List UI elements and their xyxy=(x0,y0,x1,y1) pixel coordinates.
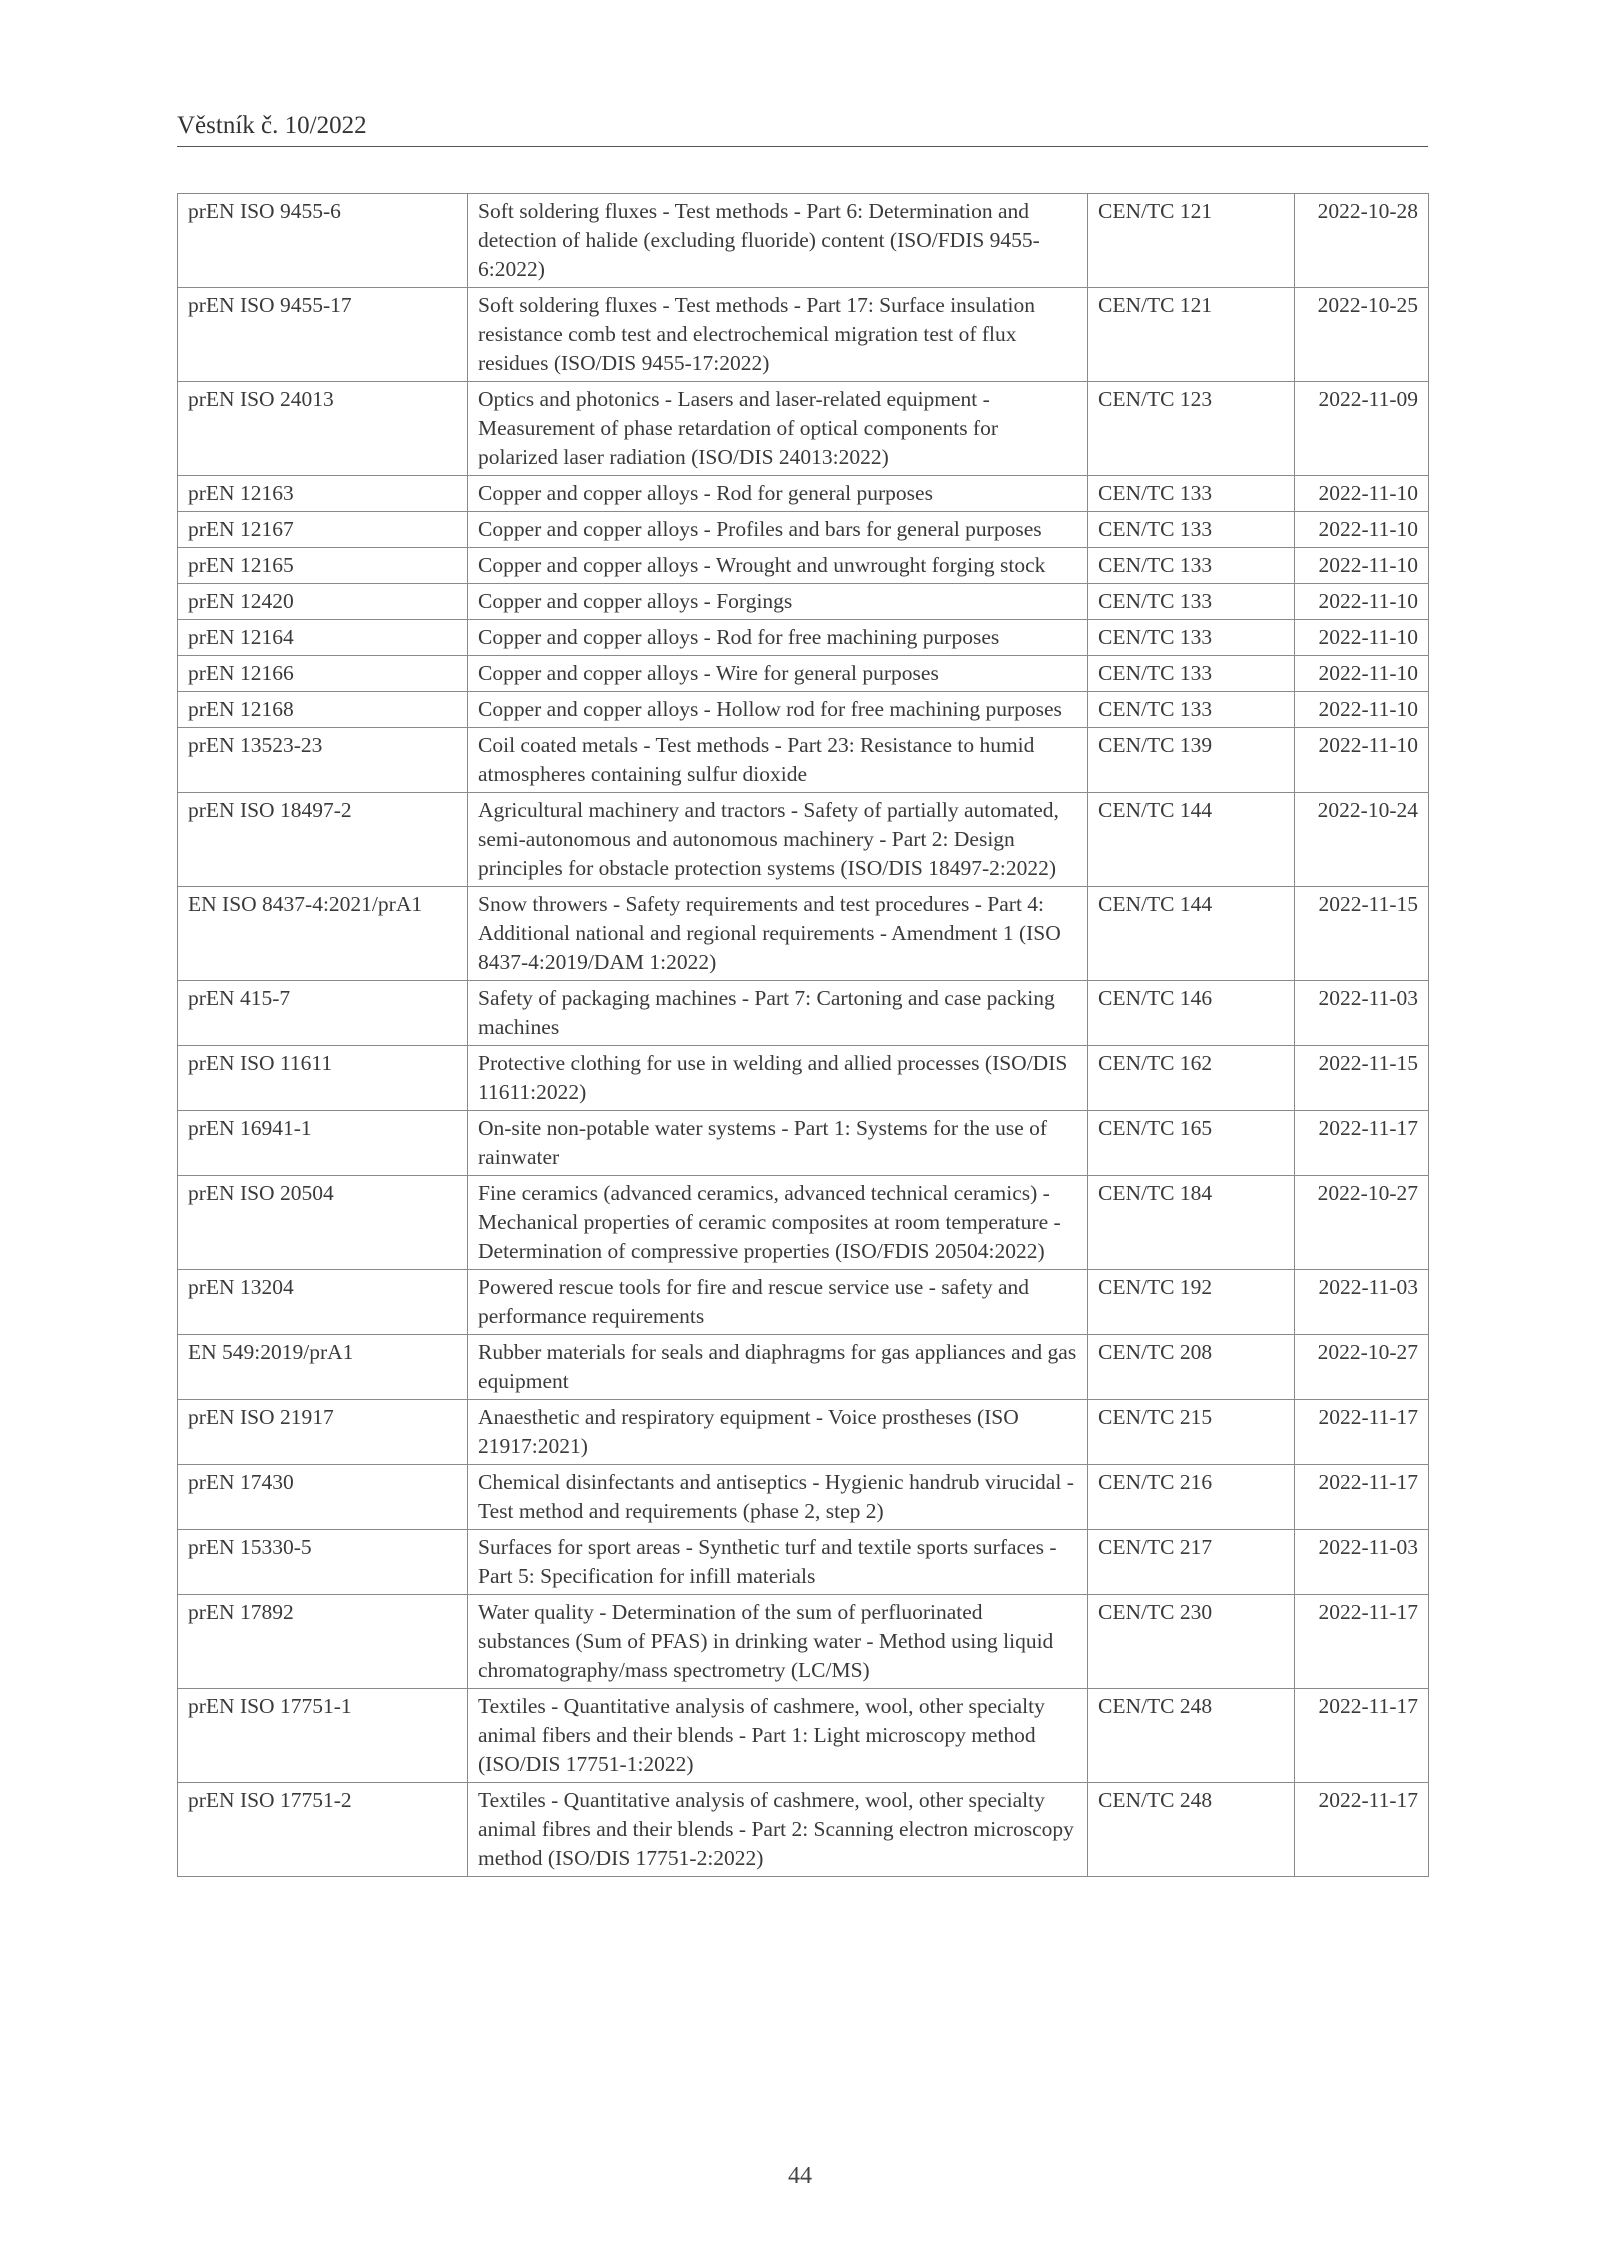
technical-committee: CEN/TC 248 xyxy=(1088,1783,1295,1877)
technical-committee: CEN/TC 133 xyxy=(1088,584,1295,620)
standard-title: Rubber materials for seals and diaphragms for gas appliances and gas equipment xyxy=(468,1335,1088,1400)
deadline-date: 2022-11-10 xyxy=(1295,476,1429,512)
deadline-date: 2022-10-25 xyxy=(1295,288,1429,382)
standard-title: Copper and copper alloys - Rod for free machining purposes xyxy=(468,620,1088,656)
standard-code: prEN 17892 xyxy=(178,1595,468,1689)
deadline-date: 2022-10-27 xyxy=(1295,1335,1429,1400)
technical-committee: CEN/TC 216 xyxy=(1088,1465,1295,1530)
technical-committee: CEN/TC 144 xyxy=(1088,887,1295,981)
deadline-date: 2022-11-17 xyxy=(1295,1400,1429,1465)
table-row xyxy=(178,620,1429,656)
standard-title: Copper and copper alloys - Forgings xyxy=(468,584,1088,620)
table-row xyxy=(178,194,1429,288)
technical-committee: CEN/TC 123 xyxy=(1088,382,1295,476)
standard-title: On-site non-potable water systems - Part 1: Systems for the use of rainwater xyxy=(468,1111,1088,1176)
standard-code: prEN 16941-1 xyxy=(178,1111,468,1176)
technical-committee: CEN/TC 165 xyxy=(1088,1111,1295,1176)
table-row xyxy=(178,548,1429,584)
table-row xyxy=(178,382,1429,476)
deadline-date: 2022-10-28 xyxy=(1295,194,1429,288)
technical-committee: CEN/TC 230 xyxy=(1088,1595,1295,1689)
deadline-date: 2022-11-10 xyxy=(1295,548,1429,584)
page-number: 44 xyxy=(788,2163,812,2189)
technical-committee: CEN/TC 139 xyxy=(1088,728,1295,793)
standard-code: prEN 12167 xyxy=(178,512,468,548)
technical-committee: CEN/TC 133 xyxy=(1088,692,1295,728)
standard-code: prEN 12420 xyxy=(178,584,468,620)
table-row xyxy=(178,1465,1429,1530)
table-row xyxy=(178,1335,1429,1400)
standard-code: prEN ISO 17751-2 xyxy=(178,1783,468,1877)
table-row xyxy=(178,1400,1429,1465)
table-row xyxy=(178,692,1429,728)
technical-committee: CEN/TC 133 xyxy=(1088,512,1295,548)
technical-committee: CEN/TC 146 xyxy=(1088,981,1295,1046)
deadline-date: 2022-11-10 xyxy=(1295,656,1429,692)
deadline-date: 2022-11-10 xyxy=(1295,728,1429,793)
table-row xyxy=(178,887,1429,981)
standard-title: Optics and photonics - Lasers and laser-related equipment - Measurement of phase retardation of optical components for polarized laser radiation (ISO/DIS 24013:2022) xyxy=(468,382,1088,476)
standard-title: Safety of packaging machines - Part 7: Cartoning and case packing machines xyxy=(468,981,1088,1046)
standard-title: Water quality - Determination of the sum of perfluorinated substances (Sum of PFAS) in drinking water - Method using liquid chromatography/mass spectrometry (LC/MS) xyxy=(468,1595,1088,1689)
table-row xyxy=(178,656,1429,692)
table-row xyxy=(178,1111,1429,1176)
standard-code: prEN 12165 xyxy=(178,548,468,584)
standard-code: prEN 12163 xyxy=(178,476,468,512)
table-row xyxy=(178,1783,1429,1877)
deadline-date: 2022-10-27 xyxy=(1295,1176,1429,1270)
standard-code: prEN 415-7 xyxy=(178,981,468,1046)
deadline-date: 2022-11-17 xyxy=(1295,1111,1429,1176)
technical-committee: CEN/TC 248 xyxy=(1088,1689,1295,1783)
deadline-date: 2022-11-15 xyxy=(1295,1046,1429,1111)
deadline-date: 2022-11-15 xyxy=(1295,887,1429,981)
standard-code: EN ISO 8437-4:2021/prA1 xyxy=(178,887,468,981)
table-row xyxy=(178,793,1429,887)
standard-title: Powered rescue tools for fire and rescue service use - safety and performance requirements xyxy=(468,1270,1088,1335)
standard-code: prEN 12168 xyxy=(178,692,468,728)
standard-code: prEN ISO 11611 xyxy=(178,1046,468,1111)
deadline-date: 2022-11-10 xyxy=(1295,584,1429,620)
standard-code: prEN 15330-5 xyxy=(178,1530,468,1595)
technical-committee: CEN/TC 121 xyxy=(1088,194,1295,288)
deadline-date: 2022-11-09 xyxy=(1295,382,1429,476)
technical-committee: CEN/TC 133 xyxy=(1088,548,1295,584)
table-row xyxy=(178,1176,1429,1270)
standards-table-body xyxy=(178,194,1429,1877)
standard-title: Textiles - Quantitative analysis of cashmere, wool, other specialty animal fibres and their blends - Part 2: Scanning electron microscopy method (ISO/DIS 17751-2:2022) xyxy=(468,1783,1088,1877)
standard-code: prEN ISO 17751-1 xyxy=(178,1689,468,1783)
deadline-date: 2022-11-17 xyxy=(1295,1689,1429,1783)
standard-code: EN 549:2019/prA1 xyxy=(178,1335,468,1400)
table-row xyxy=(178,476,1429,512)
standard-title: Copper and copper alloys - Wire for general purposes xyxy=(468,656,1088,692)
table-row xyxy=(178,584,1429,620)
standard-title: Soft soldering fluxes - Test methods - Part 6: Determination and detection of halide (excluding fluoride) content (ISO/FDIS 9455-6:2022) xyxy=(468,194,1088,288)
standard-code: prEN ISO 18497-2 xyxy=(178,793,468,887)
standard-code: prEN 13523-23 xyxy=(178,728,468,793)
technical-committee: CEN/TC 217 xyxy=(1088,1530,1295,1595)
standards-table xyxy=(177,193,1429,1877)
standard-title: Surfaces for sport areas - Synthetic turf and textile sports surfaces - Part 5: Specification for infill materials xyxy=(468,1530,1088,1595)
standard-title: Copper and copper alloys - Hollow rod for free machining purposes xyxy=(468,692,1088,728)
standard-code: prEN ISO 9455-6 xyxy=(178,194,468,288)
standard-title: Copper and copper alloys - Rod for general purposes xyxy=(468,476,1088,512)
deadline-date: 2022-11-10 xyxy=(1295,512,1429,548)
standard-code: prEN 13204 xyxy=(178,1270,468,1335)
technical-committee: CEN/TC 208 xyxy=(1088,1335,1295,1400)
standard-code: prEN ISO 9455-17 xyxy=(178,288,468,382)
table-row xyxy=(178,1270,1429,1335)
table-row xyxy=(178,1046,1429,1111)
standard-code: prEN 12164 xyxy=(178,620,468,656)
standard-title: Anaesthetic and respiratory equipment - Voice prostheses (ISO 21917:2021) xyxy=(468,1400,1088,1465)
standard-title: Textiles - Quantitative analysis of cashmere, wool, other specialty animal fibers and their blends - Part 1: Light microscopy method (ISO/DIS 17751-1:2022) xyxy=(468,1689,1088,1783)
standard-code: prEN 12166 xyxy=(178,656,468,692)
standard-title: Snow throwers - Safety requirements and test procedures - Part 4: Additional national and regional requirements - Amendment 1 (ISO 8437-4:2019/DAM 1:2022) xyxy=(468,887,1088,981)
standard-title: Copper and copper alloys - Profiles and bars for general purposes xyxy=(468,512,1088,548)
technical-committee: CEN/TC 133 xyxy=(1088,656,1295,692)
deadline-date: 2022-11-03 xyxy=(1295,981,1429,1046)
standard-code: prEN ISO 21917 xyxy=(178,1400,468,1465)
standard-title: Chemical disinfectants and antiseptics - Hygienic handrub virucidal - Test method and requirements (phase 2, step 2) xyxy=(468,1465,1088,1530)
technical-committee: CEN/TC 162 xyxy=(1088,1046,1295,1111)
standard-title: Soft soldering fluxes - Test methods - Part 17: Surface insulation resistance comb test and electrochemical migration test of flux residues (ISO/DIS 9455-17:2022) xyxy=(468,288,1088,382)
technical-committee: CEN/TC 215 xyxy=(1088,1400,1295,1465)
standard-title: Protective clothing for use in welding and allied processes (ISO/DIS 11611:2022) xyxy=(468,1046,1088,1111)
technical-committee: CEN/TC 121 xyxy=(1088,288,1295,382)
standard-code: prEN ISO 20504 xyxy=(178,1176,468,1270)
standard-title: Copper and copper alloys - Wrought and unwrought forging stock xyxy=(468,548,1088,584)
technical-committee: CEN/TC 192 xyxy=(1088,1270,1295,1335)
technical-committee: CEN/TC 184 xyxy=(1088,1176,1295,1270)
standard-title: Fine ceramics (advanced ceramics, advanced technical ceramics) - Mechanical properties of ceramic composites at room temperature - Determination of compressive properties (ISO/FDIS 20504:2022) xyxy=(468,1176,1088,1270)
standard-title: Coil coated metals - Test methods - Part 23: Resistance to humid atmospheres containing sulfur dioxide xyxy=(468,728,1088,793)
technical-committee: CEN/TC 133 xyxy=(1088,476,1295,512)
standard-code: prEN 17430 xyxy=(178,1465,468,1530)
deadline-date: 2022-11-03 xyxy=(1295,1530,1429,1595)
table-row xyxy=(178,981,1429,1046)
deadline-date: 2022-11-17 xyxy=(1295,1783,1429,1877)
table-row xyxy=(178,1595,1429,1689)
table-row xyxy=(178,288,1429,382)
deadline-date: 2022-11-10 xyxy=(1295,620,1429,656)
standard-code: prEN ISO 24013 xyxy=(178,382,468,476)
deadline-date: 2022-11-03 xyxy=(1295,1270,1429,1335)
table-row xyxy=(178,1530,1429,1595)
table-row xyxy=(178,512,1429,548)
page-header xyxy=(177,112,1428,147)
technical-committee: CEN/TC 133 xyxy=(1088,620,1295,656)
table-row xyxy=(178,728,1429,793)
deadline-date: 2022-11-10 xyxy=(1295,692,1429,728)
deadline-date: 2022-11-17 xyxy=(1295,1465,1429,1530)
technical-committee: CEN/TC 144 xyxy=(1088,793,1295,887)
standard-title: Agricultural machinery and tractors - Safety of partially automated, semi-autonomous and autonomous machinery - Part 2: Design principles for obstacle protection systems (ISO/DIS 18497-2:2022) xyxy=(468,793,1088,887)
journal-title: Věstník č. 10/2022 xyxy=(177,112,367,139)
table-row xyxy=(178,1689,1429,1783)
deadline-date: 2022-11-17 xyxy=(1295,1595,1429,1689)
deadline-date: 2022-10-24 xyxy=(1295,793,1429,887)
